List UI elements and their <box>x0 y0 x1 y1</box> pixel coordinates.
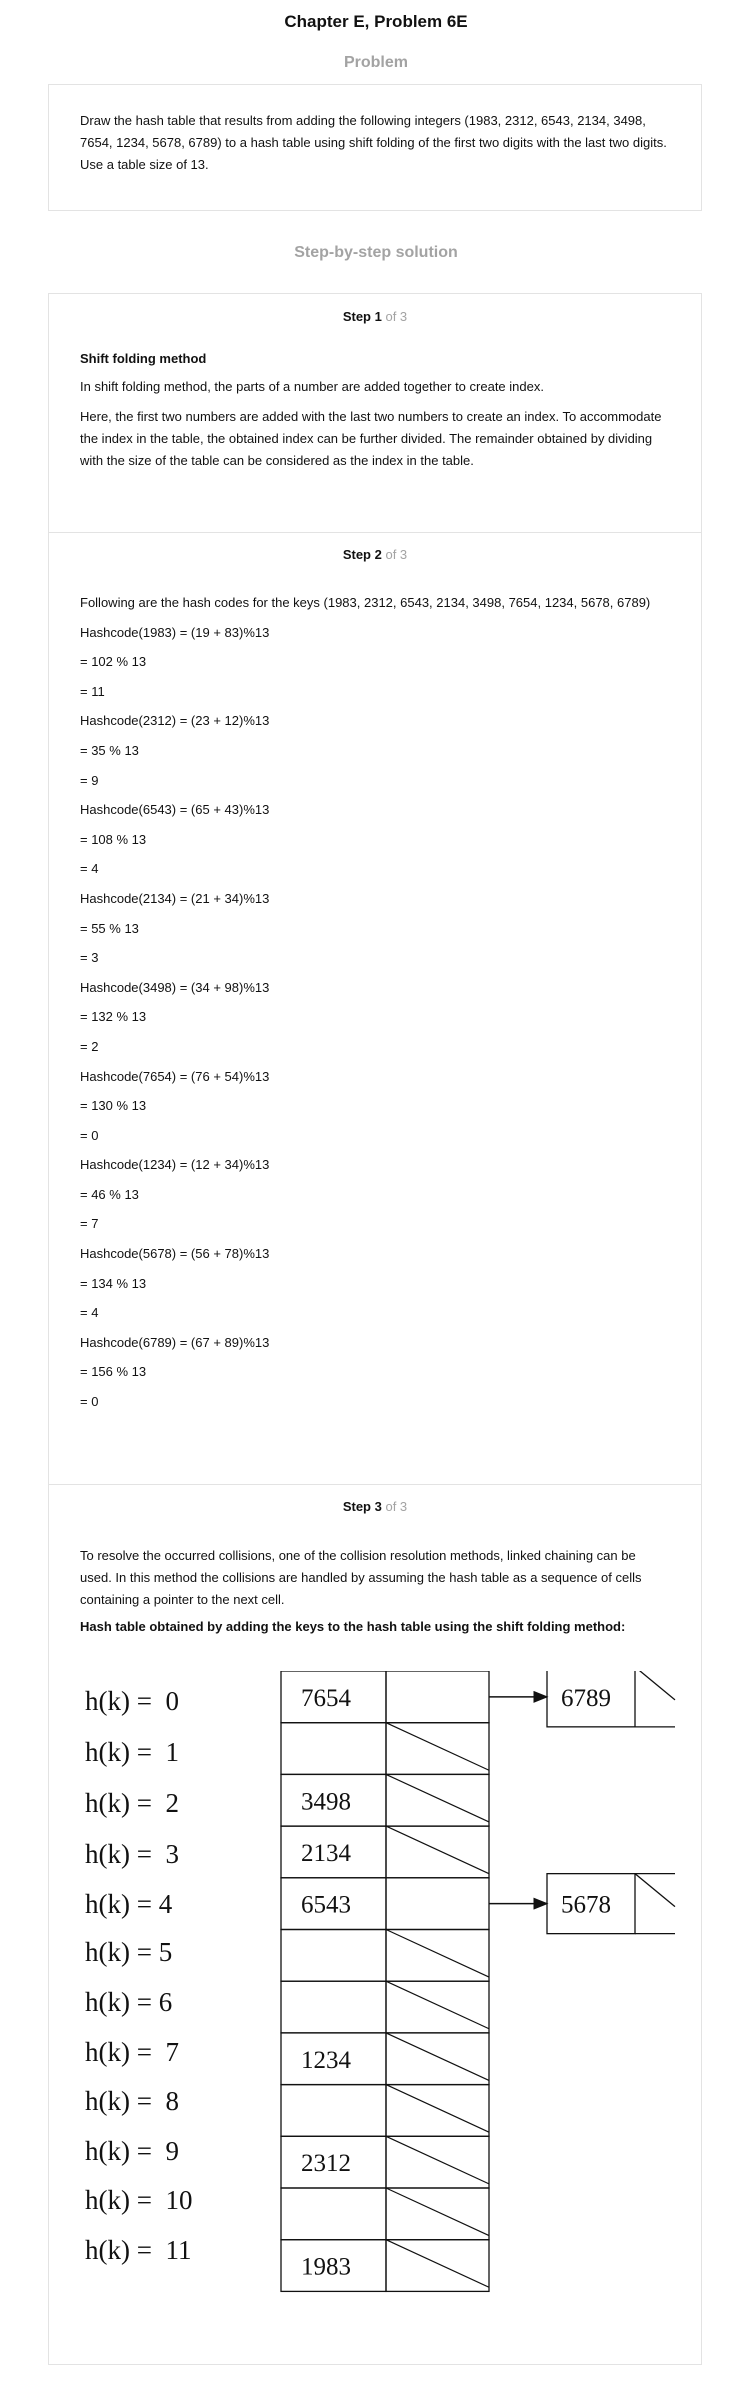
problem-heading: Problem <box>343 54 408 71</box>
hashcode-line: Hashcode(2312) = (23 + 12)%13 <box>80 713 270 729</box>
step-1 <box>49 308 701 479</box>
hashcode-line: = 4 <box>80 1305 99 1321</box>
null-pointer-diagonal <box>386 1930 489 1978</box>
step-2-lines <box>80 592 670 1413</box>
hashcode-line: Hashcode(6789) = (67 + 89)%13 <box>80 1334 270 1350</box>
hashcode-line: = 132 % 13 <box>80 1009 147 1025</box>
step-2-of: of 3 <box>385 547 408 562</box>
step-3-subtitle: Hash table obtained by adding the keys to the hash table using the shift folding method: <box>80 1619 626 1634</box>
hash-pointer-cell <box>386 1878 489 1930</box>
hash-key-value: 2134 <box>301 1839 351 1867</box>
hash-key-cell <box>281 1723 386 1775</box>
hashcode-line: = 130 % 13 <box>80 1098 147 1114</box>
chain-null-pointer <box>635 1874 675 1907</box>
hash-slot-label: h(k) = 7 <box>85 2037 179 2067</box>
hash-pointer-cell <box>386 1671 489 1723</box>
step-1-subtitle: Shift folding method <box>80 351 207 366</box>
hashcode-line: = 7 <box>80 1216 99 1232</box>
hash-slot-label: h(k) = 5 <box>85 1937 173 1967</box>
step-3-of: of 3 <box>385 1499 408 1514</box>
step-1-label: Step 1 <box>342 309 382 324</box>
problem-card <box>48 84 702 211</box>
hashcode-line: Hashcode(1983) = (19 + 83)%13 <box>80 624 270 640</box>
hash-slot-label: h(k) = 3 <box>85 1839 179 1869</box>
hash-key-value: 1983 <box>301 2253 351 2281</box>
hashcode-line: Hashcode(3498) = (34 + 98)%13 <box>80 979 270 995</box>
hash-slot-label: h(k) = 6 <box>85 1987 173 2017</box>
null-pointer-diagonal <box>386 1723 489 1771</box>
step-3 <box>49 1498 701 1638</box>
chain-null-pointer <box>635 1671 675 1700</box>
hash-slot-label: h(k) = 4 <box>85 1889 173 1919</box>
hashcode-line: = 0 <box>80 1127 99 1143</box>
null-pointer-diagonal <box>386 2033 489 2081</box>
null-pointer-diagonal <box>386 1826 489 1874</box>
step-3-label: Step 3 <box>342 1499 382 1514</box>
hash-slot-label: h(k) = 0 <box>85 1686 179 1716</box>
chain-node-value: 6789 <box>561 1684 611 1712</box>
step-3-paragraph: To resolve the occurred collisions, one of the collision resolution methods, linked chaining can be used. In this method the collisions are handled by assuming the hash table as a sequence of cells containing a pointer to the next cell. <box>80 1548 642 1607</box>
hashcode-line: = 2 <box>80 1038 99 1054</box>
hashcode-line: = 46 % 13 <box>80 1186 139 1202</box>
hashcode-line: Hashcode(2134) = (21 + 34)%13 <box>80 890 270 906</box>
step-2-label: Step 2 <box>342 547 382 562</box>
hash-slot-label: h(k) = 11 <box>85 2235 192 2265</box>
hashcode-line: Hashcode(1234) = (12 + 34)%13 <box>80 1157 270 1173</box>
null-pointer-diagonal <box>386 2188 489 2236</box>
step-3-header <box>80 1498 670 1516</box>
hash-slot-label: h(k) = 2 <box>85 1788 179 1818</box>
hash-key-cell <box>281 2085 386 2137</box>
step-2-intro: Following are the hash codes for the keys (1983, 2312, 6543, 2134, 3498, 7654, 1234, 5678, 6789) <box>80 595 651 610</box>
hash-slot-label: h(k) = 9 <box>85 2136 179 2166</box>
page-title: Chapter E, Problem 6E <box>284 12 468 31</box>
hashcode-line: = 4 <box>80 861 99 877</box>
step-2-header <box>80 546 670 564</box>
hash-slot-label: h(k) = 10 <box>85 2185 193 2215</box>
null-pointer-diagonal <box>386 2240 489 2288</box>
hashcode-line: = 108 % 13 <box>80 831 147 847</box>
step-1-header <box>80 308 670 326</box>
null-pointer-diagonal <box>386 2085 489 2133</box>
hashcode-line: = 134 % 13 <box>80 1275 147 1291</box>
hashcode-line: = 0 <box>80 1394 99 1410</box>
hashcode-line: = 3 <box>80 950 99 966</box>
hashcode-line: = 9 <box>80 772 99 788</box>
hashcode-line: = 35 % 13 <box>80 742 139 758</box>
step-2 <box>49 546 701 1421</box>
hash-slot-label: h(k) = 1 <box>85 1737 179 1767</box>
step-1-of: of 3 <box>385 309 408 324</box>
hashcode-line: Hashcode(6543) = (65 + 43)%13 <box>80 802 270 818</box>
step-1-paragraph: In shift folding method, the parts of a number are added together to create index. <box>80 379 544 394</box>
solution-card <box>48 293 702 2365</box>
step-1-paragraph: Here, the first two numbers are added with the last two numbers to create an index. To accommodate the index in the table, the obtained index can be further divided. The remainder obtained by dividing with the size of the table can be considered as the index in the table. <box>80 408 662 468</box>
hashcode-line: = 156 % 13 <box>80 1364 147 1380</box>
hashcode-line: = 102 % 13 <box>80 654 147 670</box>
solution-heading: Step-by-step solution <box>294 244 458 261</box>
hashcode-line: = 11 <box>80 683 105 699</box>
hashcode-line: = 55 % 13 <box>80 920 139 936</box>
hash-key-value: 1234 <box>301 2046 351 2074</box>
hash-key-value: 3498 <box>301 1788 351 1816</box>
hash-key-cell <box>281 1930 386 1982</box>
step-divider <box>49 1484 701 1485</box>
hash-key-value: 6543 <box>301 1891 351 1919</box>
hash-key-value: 2312 <box>301 2150 351 2178</box>
hash-table-figure <box>69 1671 689 2311</box>
null-pointer-diagonal <box>386 1981 489 2029</box>
problem-text: Draw the hash table that results from adding the following integers (1983, 2312, 6543, 2134, 3498, 7654, 1234, 5678, 6789) to a hash table using shift folding of the first two digits with the last two digits. Use a table size of 13. <box>80 113 667 172</box>
null-pointer-diagonal <box>386 1774 489 1822</box>
null-pointer-diagonal <box>386 2136 489 2184</box>
step-divider <box>49 532 701 533</box>
hash-slot-label: h(k) = 8 <box>85 2086 179 2116</box>
hashcode-line: Hashcode(5678) = (56 + 78)%13 <box>80 1246 270 1262</box>
hashcode-line: Hashcode(7654) = (76 + 54)%13 <box>80 1068 270 1084</box>
hash-key-cell <box>281 2188 386 2240</box>
hash-key-cell <box>281 1981 386 2033</box>
hash-key-value: 7654 <box>301 1684 351 1712</box>
chain-node-value: 5678 <box>561 1891 611 1919</box>
